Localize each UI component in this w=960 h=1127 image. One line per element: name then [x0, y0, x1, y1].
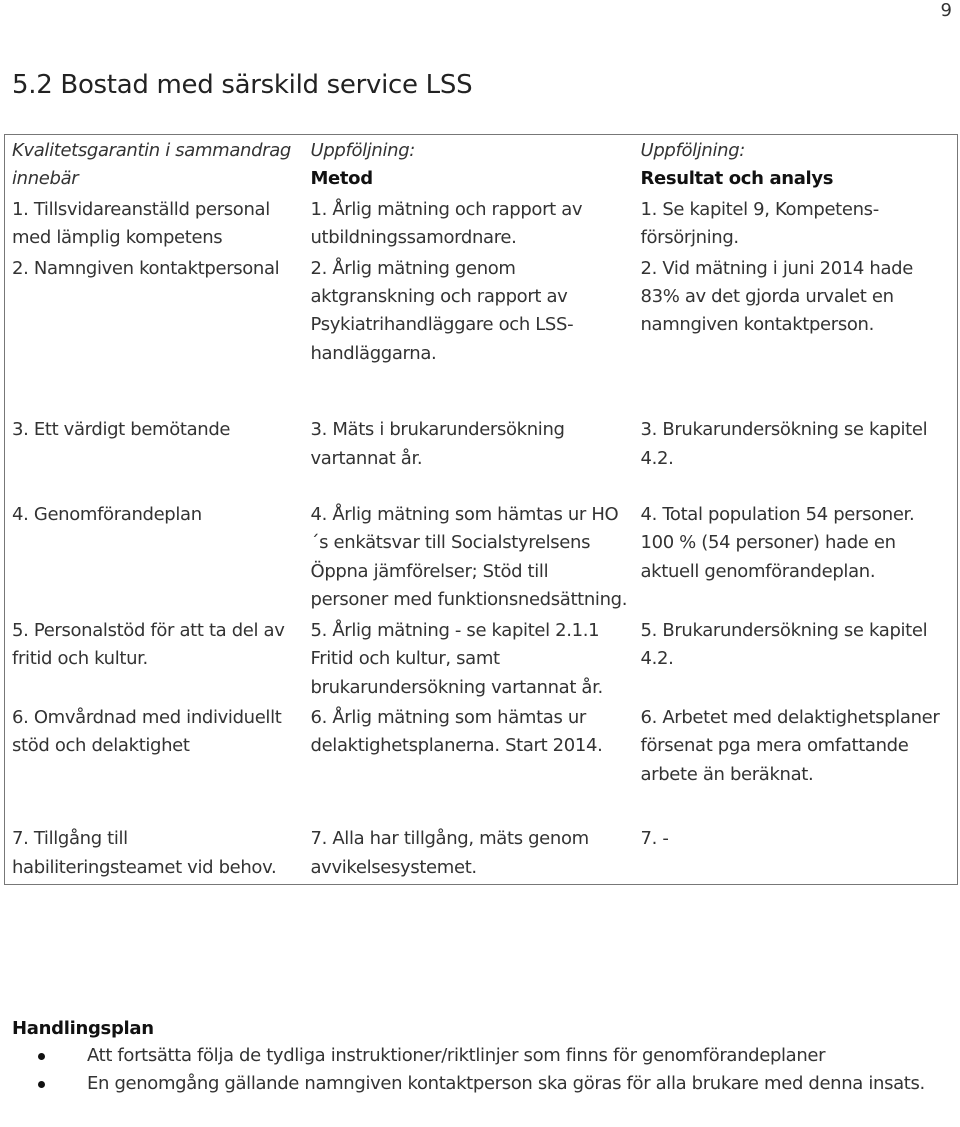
header-result-label: Uppföljning: — [640, 140, 745, 161]
list-item — [12, 1042, 942, 1070]
action-item-text: En genomgång gällande namngiven kontaktperson ska göras för alla brukare med denna insats. — [87, 1073, 925, 1094]
section-title: 5.2 Bostad med särskild service LSS — [12, 70, 473, 100]
method-cell: 7. Alla har tillgång, mäts genom avvikelsesystemet. — [310, 828, 589, 878]
guarantee-cell: 7. Tillgång till habiliteringsteamet vid behov. — [12, 828, 277, 878]
result-cell: 3. Brukarundersökning se kapitel 4.2. — [640, 419, 928, 469]
guarantee-cell: 3. Ett värdigt bemötande — [12, 419, 231, 441]
header-method-label: Uppföljning: — [310, 140, 415, 161]
method-cell: 5. Årlig mätning - se kapitel 2.1.1 Fritid och kultur, samt brukarundersökning vartannat år. — [310, 619, 603, 698]
table-row — [5, 253, 958, 415]
header-result — [634, 135, 958, 194]
method-cell: 2. Årlig mätning genom aktgranskning och rapport av Psykiatrihandläggare och LSS-handläggarna. — [310, 257, 574, 364]
action-plan-list — [12, 1042, 942, 1098]
result-cell: 2. Vid mätning i juni 2014 hade 83% av det gjorda urvalet en namngiven kontaktperson. — [640, 257, 913, 336]
quality-guarantee-table — [4, 134, 958, 885]
result-cell: 4. Total population 54 personer. 100 % (54 personer) hade en aktuell genomförandeplan. — [640, 504, 915, 582]
result-cell: 1. Se kapitel 9, Kompetens-försörjning. — [640, 198, 879, 249]
table-row — [5, 702, 958, 823]
table-row — [5, 823, 958, 884]
header-guarantee: Kvalitetsgarantin i sammandrag innebär — [12, 140, 291, 190]
bullet-icon — [38, 1081, 45, 1088]
page-number: 9 — [940, 0, 952, 21]
table-row — [5, 615, 958, 702]
list-item — [12, 1070, 942, 1098]
result-cell: 6. Arbetet med delaktighetsplaner försenat pga mera omfattande arbete än beräknat. — [640, 706, 940, 785]
guarantee-cell: 4. Genomförandeplan — [12, 504, 202, 526]
method-cell: 6. Årlig mätning som hämtas ur delaktighetsplanerna. Start 2014. — [310, 706, 603, 757]
header-result-title: Resultat och analys — [640, 168, 834, 190]
bullet-icon — [38, 1053, 45, 1060]
method-cell: 3. Mäts i brukarundersökning vartannat år. — [310, 419, 565, 469]
table-row — [5, 194, 958, 253]
guarantee-cell: 5. Personalstöd för att ta del av fritid och kultur. — [12, 619, 285, 670]
table-row — [5, 499, 958, 615]
header-method-title: Metod — [310, 168, 373, 190]
table-header-row — [5, 135, 958, 194]
action-plan-title: Handlingsplan — [12, 1018, 154, 1039]
action-plan — [12, 1018, 942, 1098]
guarantee-cell: 1. Tillsvidareanställd personal med lämplig kompetens — [12, 198, 270, 249]
method-cell: 1. Årlig mätning och rapport av utbildningssamordnare. — [310, 198, 583, 249]
result-cell: 5. Brukarundersökning se kapitel 4.2. — [640, 619, 928, 670]
action-item-text: Att fortsätta följa de tydliga instruktioner/riktlinjer som finns för genomförandeplaner — [87, 1045, 826, 1066]
table-row — [5, 414, 958, 499]
method-cell: 4. Årlig mätning som hämtas ur HO´s enkätsvar till Socialstyrelsens Öppna jämförelser; Stöd till personer med funktionsnedsättning. — [310, 504, 628, 611]
guarantee-cell: 6. Omvårdnad med individuellt stöd och delaktighet — [12, 706, 282, 757]
guarantee-cell: 2. Namngiven kontaktpersonal — [12, 257, 280, 279]
header-method — [304, 135, 634, 194]
result-cell: 7. - — [640, 828, 669, 850]
